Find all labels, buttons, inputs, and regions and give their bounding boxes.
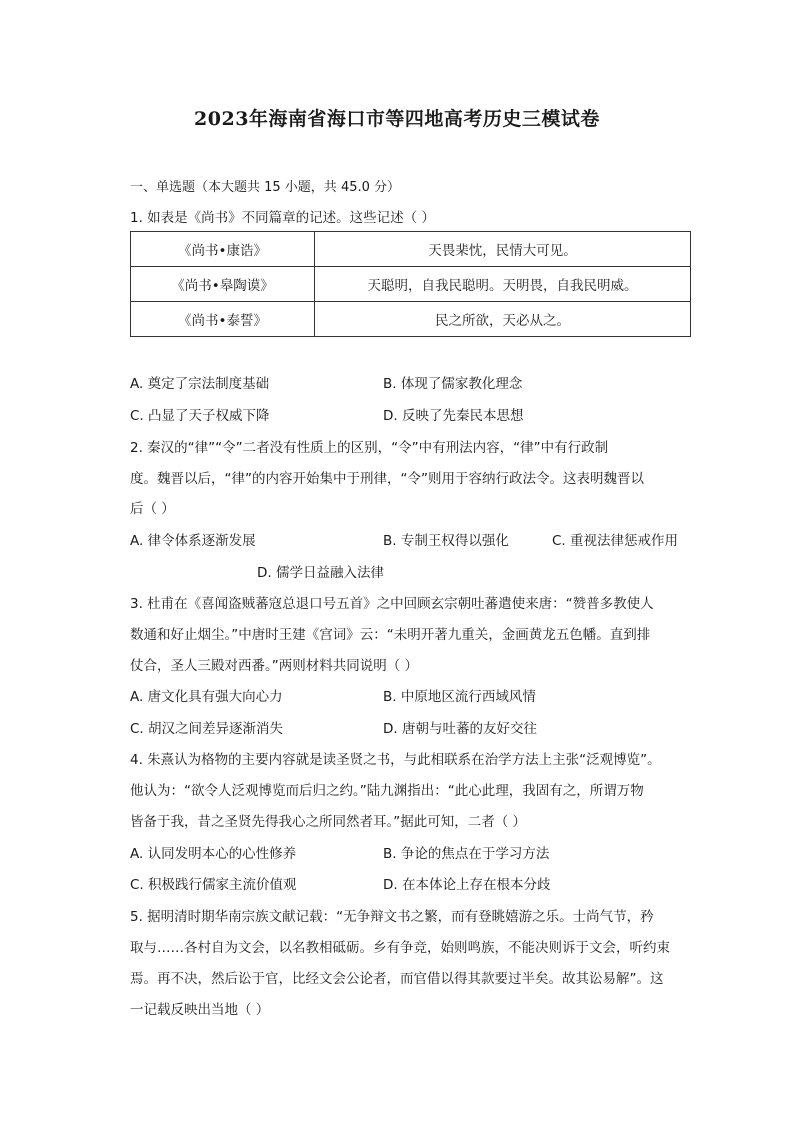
question-1-option-b[interactable]: B. 体现了儒家教化理念 [383, 376, 523, 392]
table-cell-source: 《尚书•皋陶谟》 [131, 267, 315, 302]
question-5-stem-line: 5. 据明清时期华南宗族文献记载：“无争辩文书之繁，而有登眺嬉游之乐。士尚气节，矜 [130, 909, 654, 925]
table-row [131, 232, 691, 267]
question-3-stem-line: 仗合，圣人三殿对西番。”两则材料共同说明（ ） [130, 658, 419, 674]
question-1-option-d[interactable]: D. 反映了先秦民本思想 [383, 408, 524, 424]
table-cell-quote: 民之所欲，天必从之。 [315, 302, 691, 337]
question-4-stem-line: 皆备于我，昔之圣贤先得我心之所同然者耳。”据此可知，二者（ ） [130, 814, 527, 830]
question-5-stem-line: 焉。再不决，然后讼于官，比经文会公论者，而官借以得其款要过半矣。故其讼易解”。这 [130, 971, 664, 987]
question-3-stem-line: 数通和好止烟尘。”中唐时王建《宫词》云：“未明开著九重关，金画黄龙五色幡。直到排 [130, 627, 651, 643]
question-1-table [130, 231, 691, 337]
question-1-option-c[interactable]: C. 凸显了天子权威下降 [130, 408, 270, 424]
table-cell-quote: 天聪明，自我民聪明。天明畏，自我民明威。 [315, 267, 691, 302]
table-row [131, 267, 691, 302]
question-4-option-b[interactable]: B. 争论的焦点在于学习方法 [383, 846, 550, 862]
question-2-option-c[interactable]: C. 重视法律惩戒作用 [552, 533, 679, 549]
question-2-stem-line: 后（ ） [130, 501, 175, 517]
table-cell-source: 《尚书•康诰》 [131, 232, 315, 267]
question-4-option-a[interactable]: A. 认同发明本心的心性修养 [130, 846, 297, 862]
question-2-option-a[interactable]: A. 律令体系逐渐发展 [130, 533, 256, 549]
question-2-stem-line: 度。魏晋以后，“律”的内容开始集中于刑律，“令”则用于容纳行政法令。这表明魏晋以 [130, 471, 644, 487]
question-4-stem-line: 他认为：“欲令人泛观博览而后归之约。”陆九渊指出：“此心此理，我固有之，所谓万物 [130, 783, 644, 799]
question-1-stem: 1. 如表是《尚书》不同篇章的记述。这些记述（ ） [130, 210, 435, 226]
question-3-option-b[interactable]: B. 中原地区流行西域风情 [383, 689, 536, 705]
table-cell-source: 《尚书•泰誓》 [131, 302, 315, 337]
question-2-option-d[interactable]: D. 儒学日益融入法律 [257, 565, 384, 581]
question-4-option-d[interactable]: D. 在本体论上存在根本分歧 [383, 877, 551, 893]
question-5-stem-line: 取与……各村自为文会，以名教相砥砺。乡有争竞，始则鸣族，不能决则诉于文会，听约束 [130, 940, 670, 956]
question-1-option-a[interactable]: A. 奠定了宗法制度基础 [130, 376, 270, 392]
page-title: 2023年海南省海口市等四地高考历史三模试卷 [194, 108, 600, 130]
question-3-option-a[interactable]: A. 唐文化具有强大向心力 [130, 689, 283, 705]
question-2-option-b[interactable]: B. 专制王权得以强化 [383, 533, 509, 549]
section-heading: 一、单选题（本大题共 15 小题，共 45.0 分） [130, 180, 401, 195]
question-5-stem-line: 一记载反映出当地（ ） [130, 1002, 270, 1018]
question-4-option-c[interactable]: C. 积极践行儒家主流价值观 [130, 877, 297, 893]
question-2-stem-line: 2. 秦汉的“律”“令”二者没有性质上的区别，“令”中有刑法内容，“律”中有行政制 [130, 440, 609, 456]
question-4-stem-line: 4. 朱熹认为格物的主要内容就是读圣贤之书，与此相联系在治学方法上主张“泛观博览”。 [130, 752, 661, 768]
question-3-option-d[interactable]: D. 唐朝与吐蕃的友好交往 [383, 721, 537, 737]
table-row [131, 302, 691, 337]
question-3-option-c[interactable]: C. 胡汉之间差异逐渐消失 [130, 721, 284, 737]
table-cell-quote: 天畏棐忱，民情大可见。 [315, 232, 691, 267]
question-3-stem-line: 3. 杜甫在《喜闻盗贼蕃寇总退口号五首》之中回顾玄宗朝吐蕃遣使来唐：“赞普多教使人 [130, 596, 654, 612]
